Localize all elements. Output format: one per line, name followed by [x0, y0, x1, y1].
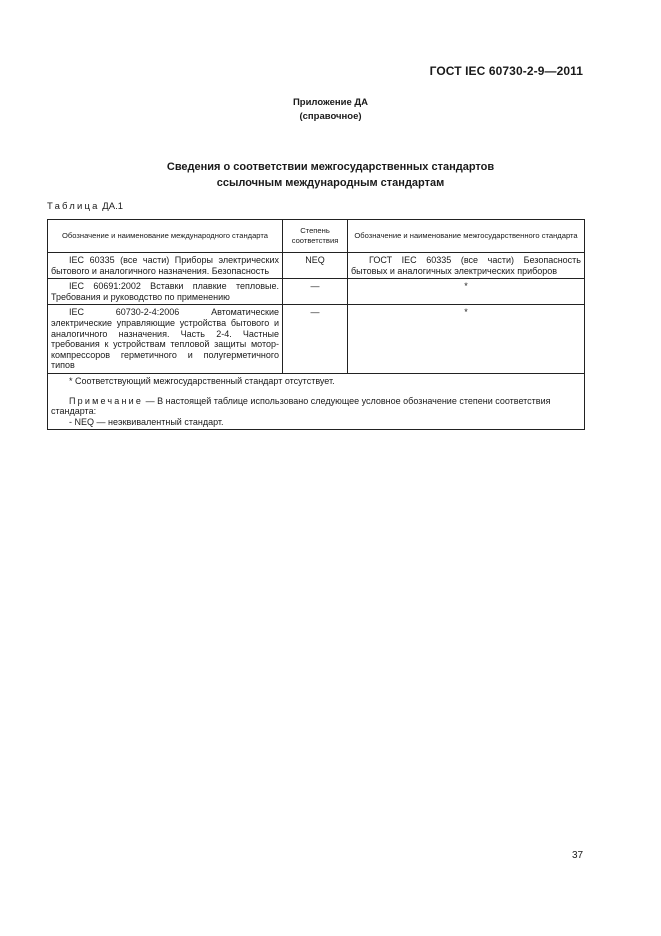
table-row	[48, 305, 585, 374]
section-title-line-1: Сведения о соответствии межгосударственных стандартов	[166, 161, 495, 173]
note-text: — В настоящей таблице использовано следующее условное обозначение степени соответствия стандарта:	[51, 395, 551, 417]
cell-degree: —	[283, 279, 348, 305]
table-label	[47, 201, 123, 212]
cell-intl-standard: IEC 60335 (все части) Приборы электрических бытового и аналогичного назначения. Безопасность	[48, 253, 283, 279]
annex-title: Приложение ДА	[292, 97, 369, 108]
page-number: 37	[572, 850, 584, 861]
header-degree: Степень соответствия	[283, 220, 348, 253]
cell-intl-standard: IEC 60730-2-4:2006 Автоматические электрические управляющие устройства бытового и аналогичного назначения. Часть 2-4. Частные требования к устройствам тепловой защиты мотор-компрессоров герметичного и полугерметичного типов	[48, 305, 283, 374]
document-code: ГОСТ IEC 60730-2-9—2011	[429, 64, 583, 78]
table-notes	[48, 373, 585, 429]
correspondence-table	[47, 219, 585, 430]
section-title-line-2: ссылочным международным стандартам	[216, 177, 445, 189]
annex-subtitle: (справочное)	[299, 111, 362, 122]
header-interstate-standard: Обозначение и наименование межгосударственного стандарта	[348, 220, 585, 253]
cell-intl-standard: IEC 60691:2002 Вставки плавкие тепловые. Требования и руководство по применению	[48, 279, 283, 305]
table-header-row	[48, 220, 585, 253]
cell-interstate-standard: *	[348, 279, 585, 305]
cell-interstate-standard: *	[348, 305, 585, 374]
table-label-word: Таблица	[47, 201, 100, 212]
annex-heading	[0, 96, 661, 124]
note-item: - NEQ — неэквивалентный стандарт.	[69, 416, 224, 427]
table-row	[48, 279, 585, 305]
note-label: Примечание	[69, 395, 144, 406]
table-footnote: * Соответствующий межгосударственный стандарт отсутствует.	[69, 375, 335, 386]
section-title	[0, 159, 661, 191]
cell-interstate-standard: ГОСТ IEC 60335 (все части) Безопасность бытовых и аналогичных электрических приборов	[348, 253, 585, 279]
table-notes-row	[48, 373, 585, 429]
table-label-number: ДА.1	[102, 201, 123, 212]
table-note	[51, 396, 581, 417]
cell-degree: —	[283, 305, 348, 374]
cell-degree: NEQ	[283, 253, 348, 279]
table-row	[48, 253, 585, 279]
header-intl-standard: Обозначение и наименование международного стандарта	[48, 220, 283, 253]
